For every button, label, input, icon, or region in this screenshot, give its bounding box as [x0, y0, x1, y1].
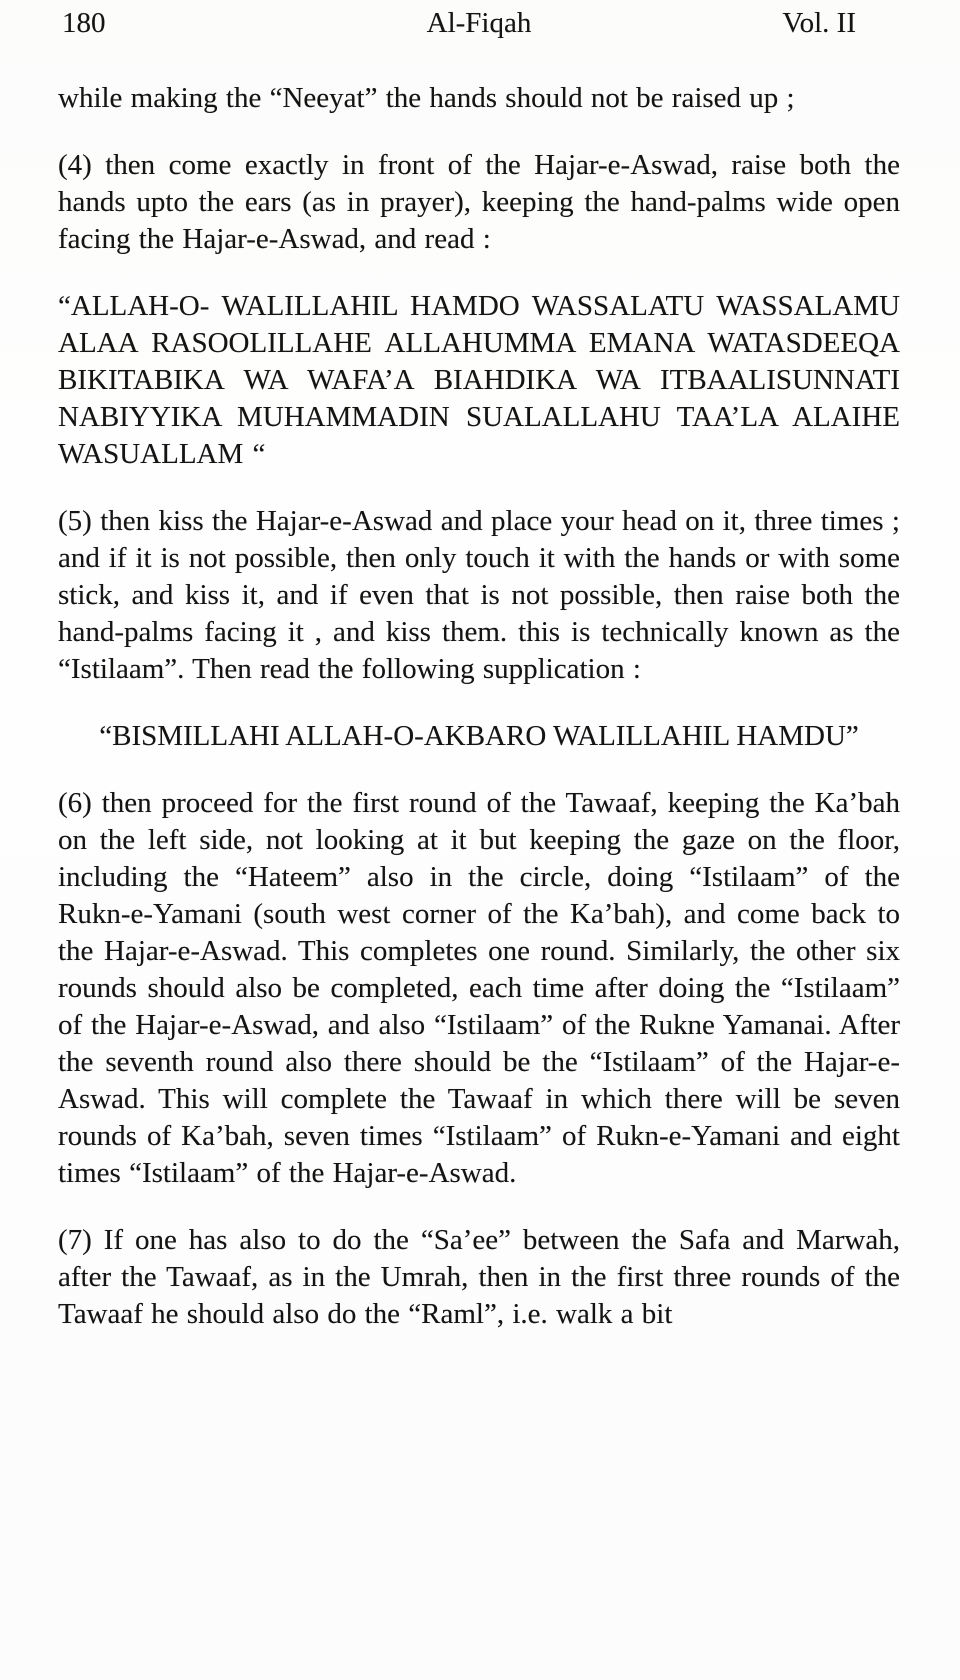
page-number: 180 [62, 7, 106, 39]
paragraph-item-6: (6) then proceed for the first round of the Tawaaf, keeping the Ka’bah on the left side, not looking at it but keeping the gaze on the floor, including the “Hateem” also in the circle, doing “Istilaam” of the Rukn-e-Yamani (south west corner of the Ka’bah), and come back to the Hajar-e-Aswad. This completes one round. Similarly, the other six rounds should also be completed, each time after doing the “Istilaam” of the Hajar-e-Aswad, and also “Istilaam” of the Rukne Yamanai. After the seventh round also there should be the “Istilaam” of the Hajar-e-Aswad. This will complete the Tawaaf in which there will be seven rounds of Ka’bah, seven times “Istilaam” of Rukn-e-Yamani and eight times “Istilaam” of the Hajar-e-Aswad. [58, 787, 900, 1189]
paragraph-item-5: (5) then kiss the Hajar-e-Aswad and place your head on it, three times ; and if it is not possible, then only touch it with the hands or with some stick, and kiss it, and if even that is not possible, then raise both the hand-palms facing it , and kiss them. this is technically known as the “Istilaam”. Then read the following supplication : [58, 505, 900, 685]
paragraph-item-4: (4) then come exactly in front of the Hajar-e-Aswad, raise both the hands upto the ears (as in prayer), keeping the hand-palms wide open facing the Hajar-e-Aswad, and read : [58, 149, 900, 255]
paragraph-intro-neeyat: while making the “Neeyat” the hands should not be raised up ; [58, 82, 795, 114]
book-title: Al-Fiqah [426, 7, 532, 39]
paragraph-supplication-bismillah: “BISMILLAHI ALLAH-O-AKBARO WALILLAHIL HAMDU” [99, 720, 859, 752]
page-header [58, 6, 900, 40]
volume-label: Vol. II [782, 7, 856, 39]
paragraph-prayer-tawaaf: “ALLAH-O- WALILLAHIL HAMDO WASSALATU WASSALAMU ALAA RASOOLILLAHE ALLAHUMMA EMANA WATASDEEQA BIKITABIKA WA WAFA’A BIAHDIKA WA ITBAALISUNNATI NABIYYIKA MUHAMMADIN SUALALLAHU TAA’LA ALAIHE WASUALLAM “ [58, 290, 900, 470]
page-body [58, 80, 900, 1333]
paragraph-item-7: (7) If one has also to do the “Sa’ee” between the Safa and Marwah, after the Tawaaf, as in the Umrah, then in the first three rounds of the Tawaaf he should also do the “Raml”, i.e. walk a bit [58, 1224, 900, 1330]
